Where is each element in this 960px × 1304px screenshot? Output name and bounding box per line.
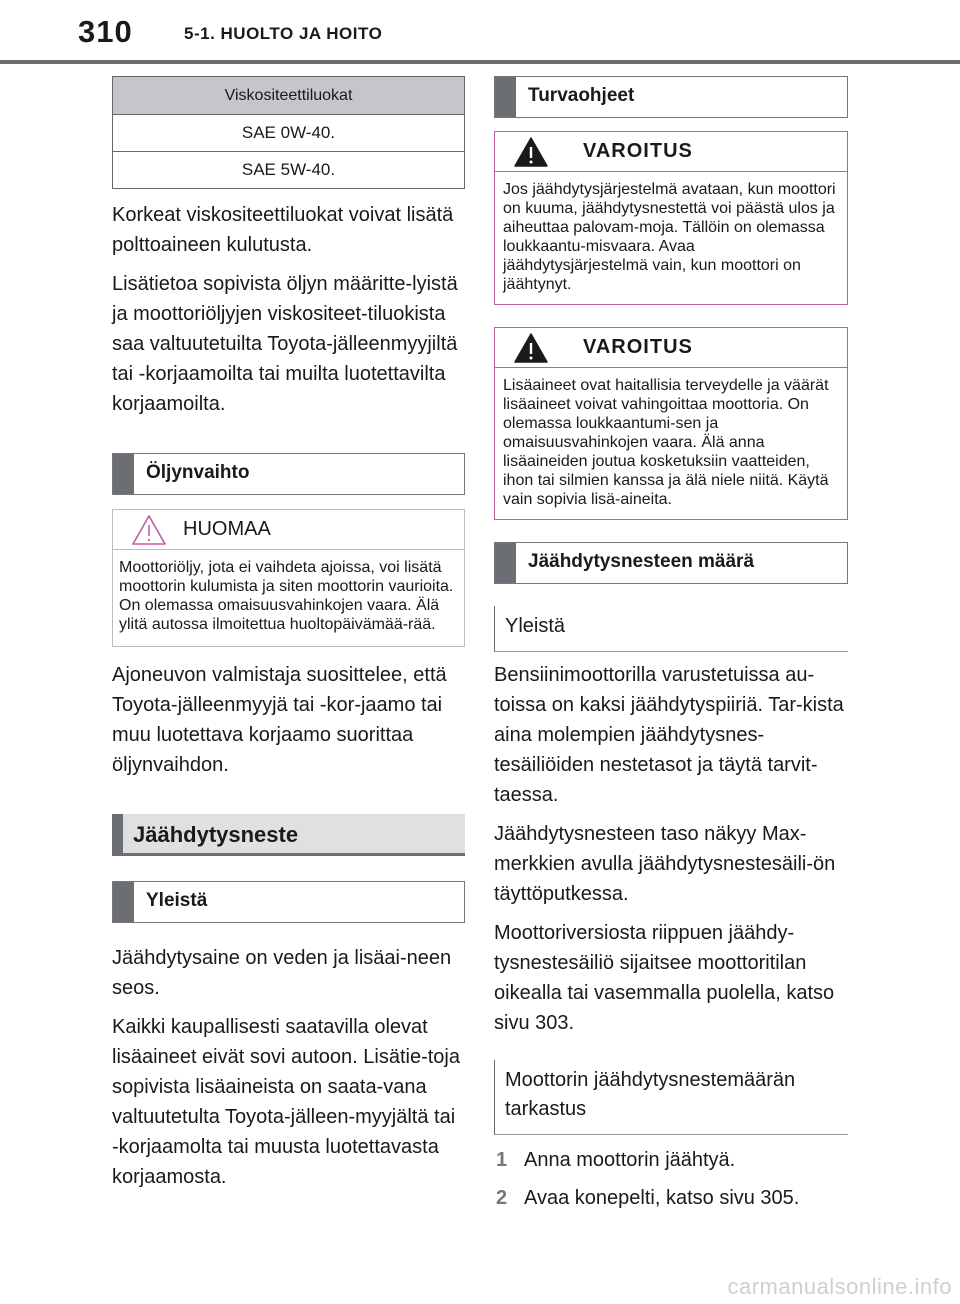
paragraph: Jäähdytysnesteen taso näkyy Max-merkkien avulla jäähdytysnestesäili-ön täyttöputkessa. <box>494 823 836 905</box>
paragraph: Lisätietoa sopivista öljyn määritte-lyistä ja moottoriöljyjen viskositeet-tiluokista saa valtuutetuilta Toyota-jälleenmyyjiltä tai -korjaamoilta tai muilta luotettavilta korjaamoilta. <box>112 273 458 415</box>
warning-box <box>494 327 848 520</box>
heading-text: Yleistä <box>146 890 208 911</box>
heading-marker <box>113 882 134 922</box>
notice-title: HUOMAA <box>183 518 271 540</box>
warning-triangle-icon <box>513 332 549 364</box>
viscosity-row: SAE 5W-40. <box>113 152 465 189</box>
left-column <box>112 76 465 1192</box>
page-header <box>0 0 960 64</box>
paragraph: Jäähdytysaine on veden ja lisäai-neen seos. <box>112 947 452 999</box>
warning-header <box>495 328 847 368</box>
heading-text: Jäähdytysneste <box>133 822 299 847</box>
page-number: 310 <box>78 14 133 49</box>
warning-header <box>495 132 847 172</box>
paragraph: Kaikki kaupallisesti saatavilla olevat lisäaineet eivät sovi autoon. Lisätie-toja sopivista lisäaineista on saata-vana valtuutetulta Toyota-jälleen-myyjältä tai -korjaamolta tai muusta luotettavasta korjaamosta. <box>112 1016 460 1188</box>
watermark: carmanualsonline.info <box>727 1274 952 1299</box>
paragraph: Korkeat viskositeettiluokat voivat lisätä polttoaineen kulutusta. <box>112 204 454 256</box>
subheading-check: Moottorin jäähdytysnestemäärän tarkastus <box>494 1060 848 1135</box>
heading-oil-change <box>112 453 465 495</box>
paragraph: Moottoriversiosta riippuen jäähdy-tysnestesäiliö sijaitsee moottoritilan oikealla tai vasemmalla puolella, katso sivu 303. <box>494 922 835 1034</box>
notice-box <box>112 509 465 647</box>
heading-text: Jäähdytysnesteen määrä <box>528 551 755 572</box>
heading-general <box>112 881 465 923</box>
step-item <box>494 1145 848 1175</box>
heading-marker <box>495 77 516 117</box>
heading-marker <box>495 543 516 583</box>
heading-safety <box>494 76 848 118</box>
warning-box <box>494 131 848 305</box>
section-title: 5-1. HUOLTO JA HOITO <box>184 24 383 43</box>
warning-triangle-icon <box>513 136 549 168</box>
paragraph: Ajoneuvon valmistaja suosittelee, että Toyota-jälleenmyyjä tai -kor-jaamo tai muu luotettava korjaamo suorittaa öljynvaihdon. <box>112 664 447 776</box>
viscosity-table-header: Viskositeettiluokat <box>113 77 465 115</box>
heading-text: Turvaohjeet <box>528 85 635 106</box>
header-rule <box>0 60 960 64</box>
viscosity-row: SAE 0W-40. <box>113 115 465 152</box>
caution-triangle-icon <box>131 514 167 546</box>
step-number: 2 <box>496 1187 508 1209</box>
notice-text: Moottoriöljy, jota ei vaihdeta ajoissa, voi lisätä moottorin kulumista ja siten moottorin vaurioita. On olemassa omaisuusvahinkojen vaara. Älä ylitä autossa ilmoitettua huoltopäivämää-rää. <box>119 559 454 633</box>
paragraph: Bensiinimoottorilla varustetuissa au-toissa on kaksi jäähdytyspiiriä. Tar-kista aina molempien jäähdytysnes-tesäiliöiden nestetasot ja täytä tarvit-taessa. <box>494 664 844 806</box>
warning-text: Lisäaineet ovat haitallisia terveydelle ja väärät lisäaineet voivat vahingoittaa moottoria. On olemassa loukkaantumi-sen ja omaisuusvahinkojen vaara. Älä anna lisäaineiden joutua kosketuksiin vaatteiden, ihon tai silmien kanssa ja älä niele niitä. Käytä vain sopivia lisä-aineita. <box>503 377 829 508</box>
step-text: Avaa konepelti, katso sivu 305. <box>524 1187 800 1209</box>
warning-title: VAROITUS <box>583 140 693 162</box>
warning-text: Jos jäähdytysjärjestelmä avataan, kun moottori on kuuma, jäähdytysnestettä voi päästä ulos ja aiheuttaa palovam-moja. Tällöin on olemassa loukkaantu-misvaara. Avaa jäähdytysjärjestelmä vain, kun moottori on jäähtynyt. <box>503 181 836 293</box>
subheading-general: Yleistä <box>494 606 848 652</box>
right-column <box>494 76 848 1213</box>
heading-marker <box>112 814 123 853</box>
step-number: 1 <box>496 1149 508 1171</box>
step-item <box>494 1183 848 1213</box>
step-text: Anna moottorin jäähtyä. <box>524 1149 736 1171</box>
heading-marker <box>113 454 134 494</box>
viscosity-table <box>112 76 465 189</box>
notice-header <box>113 510 464 550</box>
heading-text: Öljynvaihto <box>146 462 250 483</box>
heading-coolant <box>112 814 465 856</box>
heading-coolant-amount <box>494 542 848 584</box>
warning-title: VAROITUS <box>583 336 693 358</box>
